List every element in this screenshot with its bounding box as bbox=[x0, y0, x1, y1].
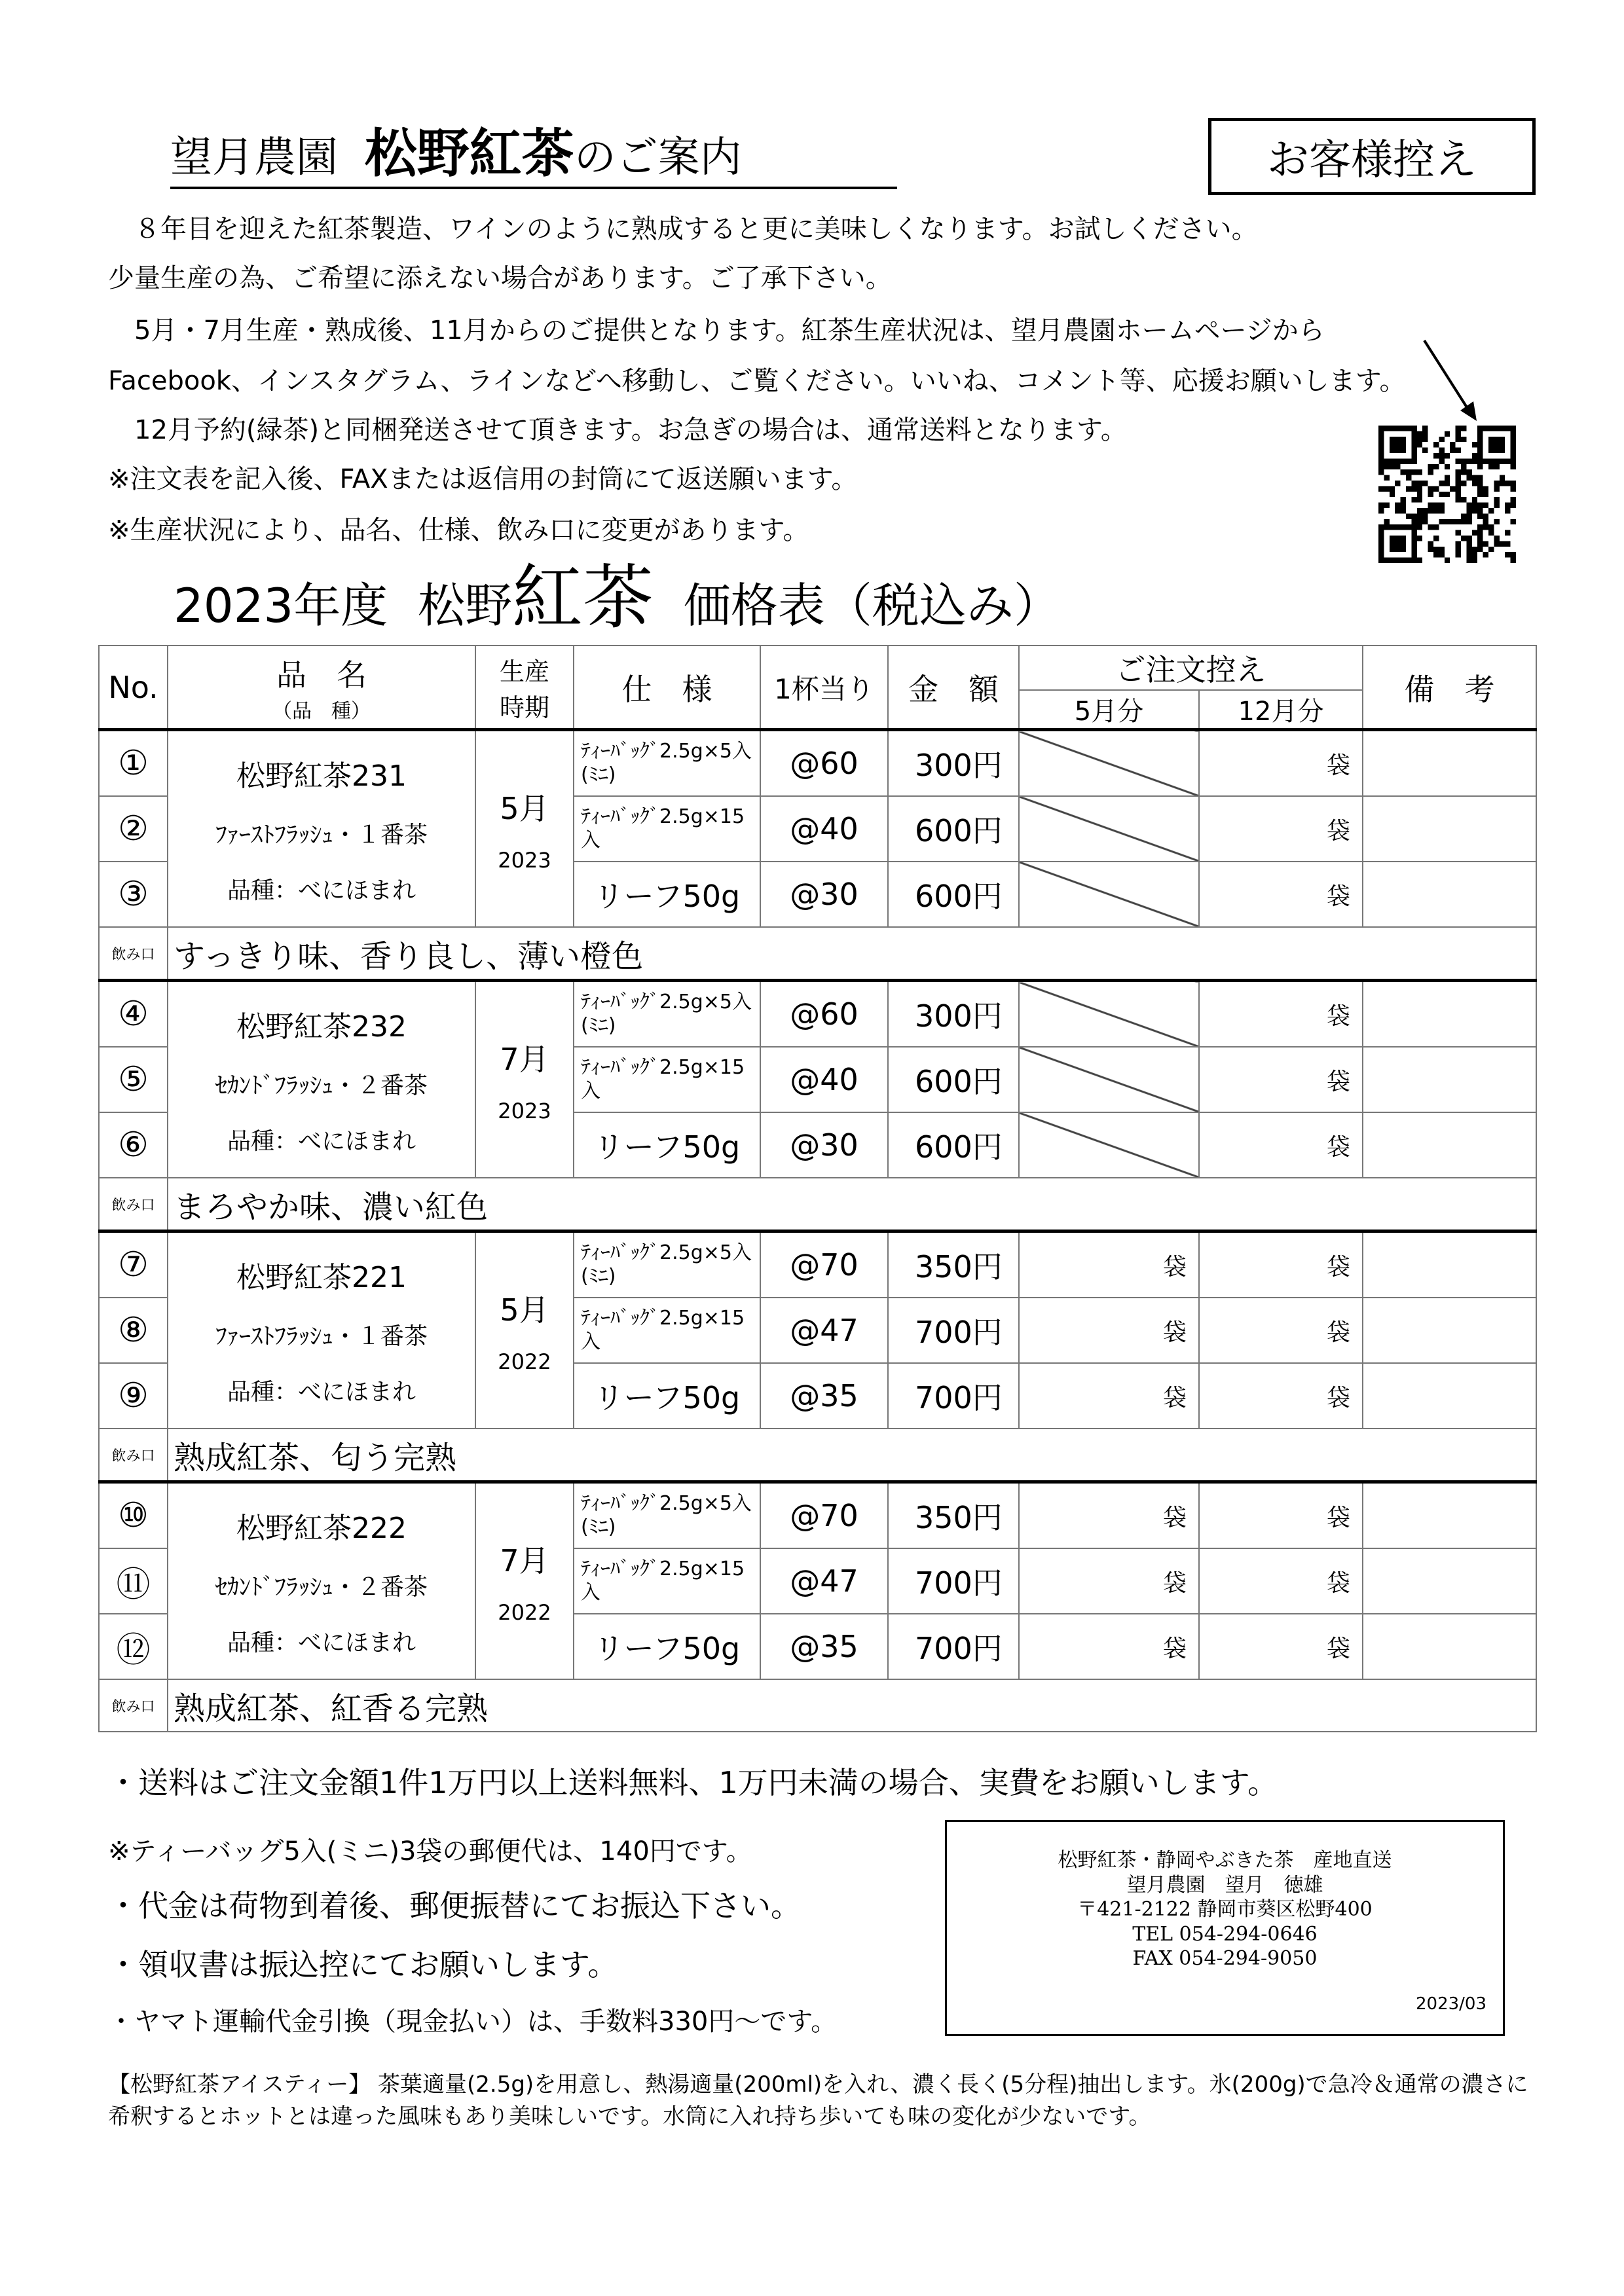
remarks-cell[interactable] bbox=[1363, 862, 1536, 927]
shipping-note: ・送料はご注文金額1件1万円以上送料無料、1万円未満の場合、実費をお願いします。 bbox=[108, 1765, 1278, 1800]
item-number: ⑤ bbox=[99, 1047, 168, 1112]
header-price: 金 額 bbox=[888, 646, 1019, 730]
per-cup-price: @40 bbox=[760, 796, 888, 862]
item-price: 600円 bbox=[888, 796, 1019, 862]
bag-unit: 袋 bbox=[1326, 752, 1350, 779]
product-name-cell bbox=[168, 1482, 475, 1680]
season-month: 5月 bbox=[500, 1292, 549, 1328]
title-suffix: のご案内 bbox=[574, 134, 742, 182]
season-month: 7月 bbox=[500, 1543, 549, 1578]
order-december-input[interactable] bbox=[1199, 796, 1363, 862]
bag-unit: 袋 bbox=[1162, 1253, 1187, 1281]
per-cup-price: @35 bbox=[760, 1363, 888, 1429]
spec: リーフ50g bbox=[574, 862, 760, 927]
per-cup-price: @70 bbox=[760, 1231, 888, 1298]
per-cup-price: @60 bbox=[760, 730, 888, 797]
header-remarks: 備 考 bbox=[1363, 646, 1536, 730]
product-variety: 品種：べにほまれ bbox=[227, 1379, 416, 1406]
item-price: 700円 bbox=[888, 1363, 1019, 1429]
remarks-cell[interactable] bbox=[1363, 1231, 1536, 1298]
remarks-cell[interactable] bbox=[1363, 1482, 1536, 1549]
spec: ﾃｨｰﾊﾞｯｸﾞ2.5g×5入(ﾐﾆ) bbox=[574, 730, 760, 797]
order-may-input[interactable] bbox=[1019, 1548, 1199, 1614]
price-table-body bbox=[99, 730, 1536, 1732]
taste-description: 熟成紅茶、紅香る完熟 bbox=[168, 1679, 1536, 1732]
taste-label: 飲み口 bbox=[99, 927, 168, 981]
bag-unit: 袋 bbox=[1326, 1384, 1350, 1412]
spec: ﾃｨｰﾊﾞｯｸﾞ2.5g×15入 bbox=[574, 1548, 760, 1614]
item-number: ② bbox=[99, 796, 168, 862]
bag-unit: 袋 bbox=[1326, 1133, 1350, 1161]
order-may-unavailable bbox=[1019, 796, 1199, 862]
taste-label: 飲み口 bbox=[99, 1178, 168, 1231]
item-number: ⑧ bbox=[99, 1298, 168, 1363]
taste-label: 飲み口 bbox=[99, 1679, 168, 1732]
taste-row bbox=[99, 927, 1536, 981]
customer-copy-label: お客様控え bbox=[1208, 118, 1536, 195]
per-cup-price: @47 bbox=[760, 1298, 888, 1363]
season-month: 5月 bbox=[500, 791, 549, 826]
product-name: 松野紅茶232 bbox=[236, 1010, 407, 1044]
order-may-input[interactable] bbox=[1019, 1231, 1199, 1298]
order-may-unavailable bbox=[1019, 1112, 1199, 1178]
order-december-input[interactable] bbox=[1199, 862, 1363, 927]
price-table bbox=[98, 645, 1537, 1732]
order-december-input[interactable] bbox=[1199, 1548, 1363, 1614]
header-variety-label: （品 種） bbox=[272, 699, 371, 723]
bag-unit: 袋 bbox=[1326, 1504, 1350, 1531]
title-prefix: 望月農園 bbox=[170, 134, 338, 182]
season-year: 2023 bbox=[498, 848, 551, 873]
taste-row bbox=[99, 1429, 1536, 1482]
bag-unit: 袋 bbox=[1162, 1504, 1187, 1531]
per-cup-price: @70 bbox=[760, 1482, 888, 1549]
item-price: 300円 bbox=[888, 981, 1019, 1048]
order-may-input[interactable] bbox=[1019, 1482, 1199, 1549]
spec: リーフ50g bbox=[574, 1112, 760, 1178]
contact-date: 2023/03 bbox=[1415, 1994, 1486, 2014]
bag-unit: 袋 bbox=[1162, 1569, 1187, 1597]
payment-note: ・代金は荷物到着後、郵便振替にてお振込下さい。 bbox=[108, 1888, 801, 1923]
qr-code-icon[interactable] bbox=[1378, 426, 1516, 563]
item-price: 600円 bbox=[888, 1112, 1019, 1178]
price-title-year: 2023年度 bbox=[174, 578, 388, 633]
price-title-label: 価格表（税込み） bbox=[683, 578, 1061, 633]
contact-line1: 松野紅茶・静岡やぶきた茶 産地直送 bbox=[1058, 1849, 1392, 1872]
item-price: 700円 bbox=[888, 1548, 1019, 1614]
intro-line: 12月予約(緑茶)と同梱発送させて頂きます。お急ぎの場合は、通常送料となります。 bbox=[108, 415, 1127, 445]
per-cup-price: @40 bbox=[760, 1047, 888, 1112]
season-year: 2022 bbox=[498, 1349, 551, 1374]
intro-line: Facebook、インスタグラム、ラインなどへ移動し、ご覧ください。いいね、コメント等、応援お願いします。 bbox=[108, 366, 1406, 396]
table-row bbox=[99, 730, 1536, 797]
season-cell bbox=[475, 981, 574, 1178]
item-number: ⑨ bbox=[99, 1363, 168, 1429]
item-number: ⑪ bbox=[99, 1548, 168, 1614]
remarks-cell[interactable] bbox=[1363, 1047, 1536, 1112]
header-per-cup: 1杯当り bbox=[760, 646, 888, 730]
spec: ﾃｨｰﾊﾞｯｸﾞ2.5g×15入 bbox=[574, 796, 760, 862]
header-no: No. bbox=[99, 646, 168, 730]
header-name bbox=[168, 646, 475, 730]
season-year: 2022 bbox=[498, 1600, 551, 1625]
header-season-sub: 時期 bbox=[499, 693, 549, 722]
item-number: ⑫ bbox=[99, 1614, 168, 1679]
product-name-cell bbox=[168, 730, 475, 928]
remarks-cell[interactable] bbox=[1363, 730, 1536, 797]
item-number: ⑩ bbox=[99, 1482, 168, 1549]
item-price: 300円 bbox=[888, 730, 1019, 797]
contact-tel: TEL 054-294-0646 bbox=[1132, 1922, 1318, 1946]
spec: ﾃｨｰﾊﾞｯｸﾞ2.5g×15入 bbox=[574, 1298, 760, 1363]
contact-line2: 望月農園 望月 徳雄 bbox=[1126, 1873, 1323, 1897]
order-december-input[interactable] bbox=[1199, 1047, 1363, 1112]
header-season-label: 生産 bbox=[499, 657, 549, 686]
product-flush: ｾｶﾝﾄﾞﾌﾗｯｼｭ・２番茶 bbox=[215, 1574, 428, 1601]
product-name: 松野紅茶231 bbox=[236, 759, 407, 793]
item-price: 700円 bbox=[888, 1614, 1019, 1679]
item-price: 600円 bbox=[888, 862, 1019, 927]
order-december-input[interactable] bbox=[1199, 1112, 1363, 1178]
product-flush: ｾｶﾝﾄﾞﾌﾗｯｼｭ・２番茶 bbox=[215, 1072, 428, 1099]
arrow-icon bbox=[1421, 337, 1480, 422]
spec: ﾃｨｰﾊﾞｯｸﾞ2.5g×5入(ﾐﾆ) bbox=[574, 1231, 760, 1298]
contact-fax: FAX 054-294-9050 bbox=[1132, 1947, 1318, 1970]
bag-unit: 袋 bbox=[1326, 883, 1350, 910]
spec: リーフ50g bbox=[574, 1363, 760, 1429]
product-name-cell bbox=[168, 981, 475, 1178]
spec: ﾃｨｰﾊﾞｯｸﾞ2.5g×5入(ﾐﾆ) bbox=[574, 1482, 760, 1549]
item-price: 700円 bbox=[888, 1298, 1019, 1363]
contact-box bbox=[945, 1820, 1505, 2036]
taste-description: 熟成紅茶、匂う完熟 bbox=[168, 1429, 1536, 1482]
order-may-input[interactable] bbox=[1019, 1363, 1199, 1429]
per-cup-price: @60 bbox=[760, 981, 888, 1048]
postage-note: ※ティーバッグ5入(ミニ)3袋の郵便代は、140円です。 bbox=[108, 1836, 752, 1867]
intro-line: ※生産状況により、品名、仕様、飲み口に変更があります。 bbox=[108, 515, 809, 545]
item-number: ⑥ bbox=[99, 1112, 168, 1178]
per-cup-price: @30 bbox=[760, 1112, 888, 1178]
header-order: ご注文控え bbox=[1019, 646, 1363, 690]
remarks-cell[interactable] bbox=[1363, 1614, 1536, 1679]
price-title-kanji: 紅茶 bbox=[512, 557, 654, 639]
header-name-label: 品 名 bbox=[276, 657, 367, 693]
product-flush: ﾌｧｰｽﾄﾌﾗｯｼｭ・１番茶 bbox=[215, 1323, 428, 1350]
taste-description: すっきり味、香り良し、薄い橙色 bbox=[168, 927, 1536, 981]
spec: ﾃｨｰﾊﾞｯｸﾞ2.5g×5入(ﾐﾆ) bbox=[574, 981, 760, 1048]
order-may-input[interactable] bbox=[1019, 1614, 1199, 1679]
order-may-input[interactable] bbox=[1019, 1298, 1199, 1363]
taste-description: まろやか味、濃い紅色 bbox=[168, 1178, 1536, 1231]
title-main: 松野紅茶 bbox=[364, 123, 574, 184]
intro-line: ８年目を迎えた紅茶製造、ワインのように熟成すると更に美味しくなります。お試しください。 bbox=[108, 214, 1258, 244]
receipt-note: ・領収書は振込控にてお願いします。 bbox=[108, 1947, 618, 1982]
cod-note: ・ヤマト運輸代金引換（現金払い）は、手数料330円～です。 bbox=[108, 2007, 838, 2037]
season-cell bbox=[475, 1231, 574, 1429]
header-may: 5月分 bbox=[1019, 690, 1199, 730]
season-month: 7月 bbox=[500, 1042, 549, 1077]
header-december: 12月分 bbox=[1199, 690, 1363, 730]
header-season bbox=[475, 646, 574, 730]
order-december-input[interactable] bbox=[1199, 1298, 1363, 1363]
page-title bbox=[170, 123, 742, 184]
bag-unit: 袋 bbox=[1326, 1002, 1350, 1030]
remarks-cell[interactable] bbox=[1363, 1298, 1536, 1363]
bag-unit: 袋 bbox=[1326, 1253, 1350, 1281]
item-number: ④ bbox=[99, 981, 168, 1048]
order-december-input[interactable] bbox=[1199, 1363, 1363, 1429]
item-number: ⑦ bbox=[99, 1231, 168, 1298]
order-december-input[interactable] bbox=[1199, 981, 1363, 1048]
item-number: ③ bbox=[99, 862, 168, 927]
bag-unit: 袋 bbox=[1326, 817, 1350, 845]
season-cell bbox=[475, 1482, 574, 1680]
bag-unit: 袋 bbox=[1326, 1319, 1350, 1346]
order-december-input[interactable] bbox=[1199, 730, 1363, 797]
order-december-input[interactable] bbox=[1199, 1482, 1363, 1549]
table-row bbox=[99, 1231, 1536, 1298]
title-underline bbox=[170, 187, 897, 189]
spec: ﾃｨｰﾊﾞｯｸﾞ2.5g×15入 bbox=[574, 1047, 760, 1112]
order-december-input[interactable] bbox=[1199, 1231, 1363, 1298]
spec: リーフ50g bbox=[574, 1614, 760, 1679]
remarks-cell[interactable] bbox=[1363, 1363, 1536, 1429]
remarks-cell[interactable] bbox=[1363, 1112, 1536, 1178]
bag-unit: 袋 bbox=[1326, 1569, 1350, 1597]
remarks-cell[interactable] bbox=[1363, 1548, 1536, 1614]
per-cup-price: @47 bbox=[760, 1548, 888, 1614]
item-price: 600円 bbox=[888, 1047, 1019, 1112]
price-title-brand: 松野 bbox=[418, 578, 513, 633]
taste-row bbox=[99, 1679, 1536, 1732]
product-variety: 品種：べにほまれ bbox=[227, 877, 416, 904]
contact-address: 〒421-2122 静岡市葵区松野400 bbox=[1077, 1898, 1373, 1921]
bag-unit: 袋 bbox=[1162, 1319, 1187, 1346]
order-may-unavailable bbox=[1019, 981, 1199, 1048]
bag-unit: 袋 bbox=[1326, 1068, 1350, 1095]
remarks-cell[interactable] bbox=[1363, 796, 1536, 862]
taste-label: 飲み口 bbox=[99, 1429, 168, 1482]
item-price: 350円 bbox=[888, 1231, 1019, 1298]
item-number: ① bbox=[99, 730, 168, 797]
remarks-cell[interactable] bbox=[1363, 981, 1536, 1048]
product-variety: 品種：べにほまれ bbox=[227, 1128, 416, 1155]
order-may-unavailable bbox=[1019, 862, 1199, 927]
taste-row bbox=[99, 1178, 1536, 1231]
intro-line: 少量生産の為、ご希望に添えない場合があります。ご了承下さい。 bbox=[108, 263, 892, 293]
iced-tea-note: 【松野紅茶アイスティー】 茶葉適量(2.5g)を用意し、熱湯適量(200ml)を入れ、濃く長く(5分程)抽出します。氷(200g)で急冷＆通常の濃さに希釈するとホットとは違った風味もあり美味しいです。水筒に入れ持ち歩いても味の変化が少ないです。 bbox=[108, 2071, 1528, 2130]
table-row bbox=[99, 981, 1536, 1048]
bag-unit: 袋 bbox=[1162, 1635, 1187, 1662]
order-may-unavailable bbox=[1019, 730, 1199, 797]
season-year: 2023 bbox=[498, 1099, 551, 1123]
item-price: 350円 bbox=[888, 1482, 1019, 1549]
bag-unit: 袋 bbox=[1326, 1635, 1350, 1662]
table-row bbox=[99, 1482, 1536, 1549]
product-name: 松野紅茶222 bbox=[236, 1512, 407, 1545]
header-spec: 仕 様 bbox=[574, 646, 760, 730]
intro-line: 5月・7月生産・熟成後、11月からのご提供となります。紅茶生産状況は、望月農園ホームページから bbox=[108, 316, 1325, 346]
season-cell bbox=[475, 730, 574, 928]
order-december-input[interactable] bbox=[1199, 1614, 1363, 1679]
product-variety: 品種：べにほまれ bbox=[227, 1630, 416, 1656]
product-name: 松野紅茶221 bbox=[236, 1261, 407, 1294]
per-cup-price: @35 bbox=[760, 1614, 888, 1679]
product-flush: ﾌｧｰｽﾄﾌﾗｯｼｭ・１番茶 bbox=[215, 822, 428, 848]
bag-unit: 袋 bbox=[1162, 1384, 1187, 1412]
price-table-title bbox=[174, 557, 1061, 639]
intro-line: ※注文表を記入後、FAXまたは返信用の封筒にて返送願います。 bbox=[108, 464, 858, 494]
order-may-unavailable bbox=[1019, 1047, 1199, 1112]
per-cup-price: @30 bbox=[760, 862, 888, 927]
product-name-cell bbox=[168, 1231, 475, 1429]
